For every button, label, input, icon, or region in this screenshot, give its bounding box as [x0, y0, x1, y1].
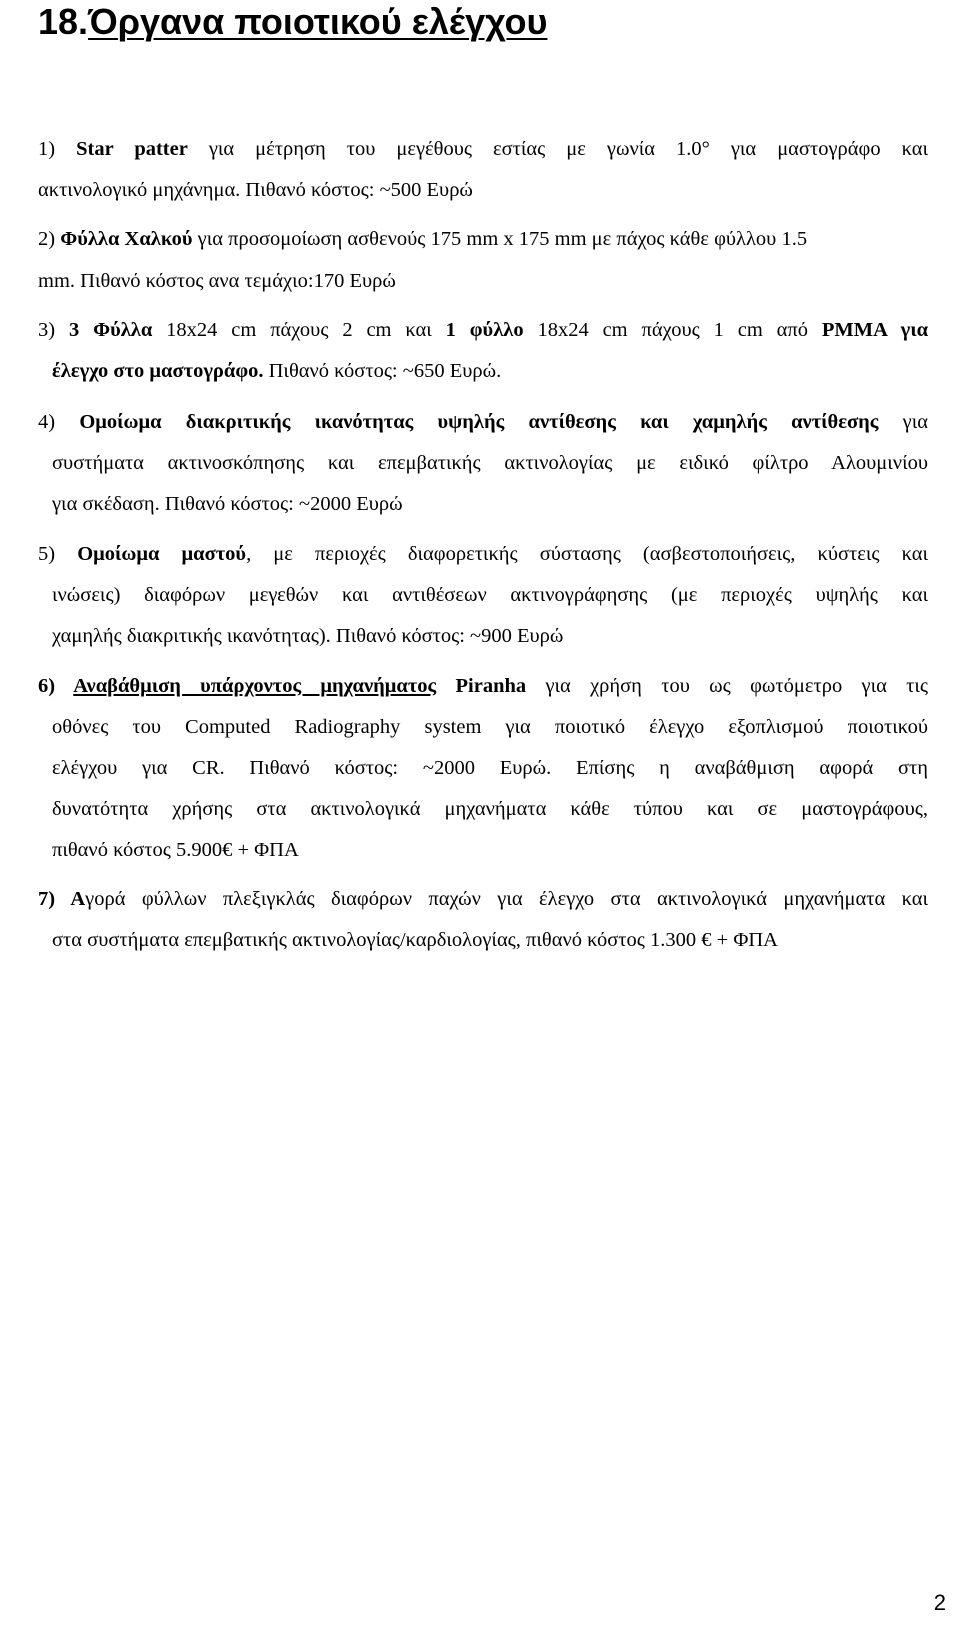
item-3-name-b: 1 φύλλο	[445, 319, 524, 341]
item-4-line-2: συστήματα ακτινοσκόπησης και επεμβατικής ακτινολογίας με ειδικό φίλτρο Αλουμινίου	[52, 452, 928, 474]
item-3-line-1	[38, 317, 928, 343]
item-6-number: 6)	[38, 675, 74, 697]
item-3-line-2	[52, 358, 928, 384]
item-7-line-2: στα συστήματα επεμβατικής ακτινολογίας/καρδιολογίας, πιθανό κόστος 1.300 € + ΦΠΑ	[52, 929, 778, 951]
item-6-line-3: ελέγχου για CR. Πιθανό κόστος: ~2000 Ευρώ. Επίσης η αναβάθμιση αφορά στη	[52, 757, 928, 779]
item-3-purpose: έλεγχο στο μαστογράφο.	[52, 360, 264, 382]
item-5-line-3: χαμηλής διακριτικής ικανότητας). Πιθανό κόστος: ~900 Ευρώ	[52, 625, 564, 647]
item-1-line-1	[38, 136, 928, 162]
item-6-space	[436, 675, 455, 697]
item-2-text: για προσομοίωση ασθενούς 175 mm x 175 mm με πάχος κάθε φύλλου 1.5	[192, 228, 808, 250]
item-4-line-1	[38, 409, 928, 435]
item-2-name: Φύλλα Χαλκού	[60, 228, 193, 250]
item-6-device: Piranha	[455, 675, 527, 697]
item-5-line-1	[38, 541, 928, 567]
item-2-number: 2)	[38, 228, 61, 250]
item-6-line-2: οθόνες του Computed Radiography system για ποιοτικό έλεγχο εξοπλισμού ποιοτικού	[52, 716, 928, 738]
item-2-line-1	[38, 226, 928, 252]
item-7-text: γορά φύλλων πλεξιγκλάς διαφόρων παχών για έλεγχο στα ακτινολογικά μηχανήματα και	[85, 888, 928, 910]
item-4-number: 4)	[38, 411, 80, 433]
degree-sign: °	[701, 138, 710, 160]
item-3-text-a: 18x24 cm πάχους 2 cm και	[152, 319, 446, 341]
item-5-text: , με περιοχές διαφορετικής σύστασης (ασβεστοποιήσεις, κύστεις και	[246, 543, 928, 565]
section-title-text: Όργανα ποιοτικού ελέγχου	[88, 1, 548, 42]
item-7-number: 7) Α	[38, 888, 86, 910]
item-5-name: Ομοίωμα μαστού	[77, 543, 247, 565]
item-6-line-4: δυνατότητα χρήσης στα ακτινολογικά μηχανήματα κάθε τύπου και σε μαστογράφους,	[52, 798, 928, 820]
item-5-number: 5)	[38, 543, 78, 565]
item-1-number: 1)	[38, 138, 77, 160]
item-6-name: Αναβάθμιση υπάρχοντος μηχανήματος	[73, 675, 437, 697]
section-number: 18.	[38, 1, 89, 42]
item-2-line-2: mm. Πιθανό κόστος ανα τεμάχιο:170 Ευρώ	[38, 270, 396, 292]
item-3-material: PMMA για	[821, 319, 929, 341]
item-4-name: Ομοίωμα διακριτικής ικανότητας υψηλής αντίθεσης και χαμηλής αντίθεσης	[79, 411, 879, 433]
item-1-text: για μέτρηση του μεγέθους εστίας με γωνία 1.0	[187, 138, 702, 160]
item-1-text-end: για μαστογράφο και	[709, 138, 928, 160]
item-3-cost: Πιθανό κόστος: ~650 Ευρώ.	[263, 360, 502, 382]
page-number: 2	[933, 1590, 946, 1615]
item-6-line-5: πιθανό κόστος 5.900€ + ΦΠΑ	[52, 839, 299, 861]
item-1-line-2: ακτινολογικό μηχάνημα. Πιθανό κόστος: ~500 Ευρώ	[38, 179, 473, 201]
section-title	[38, 0, 548, 44]
item-3-text-b: 18x24 cm πάχους 1 cm από	[523, 319, 822, 341]
item-5-line-2: ινώσεις) διαφόρων μεγεθών και αντιθέσεων ακτινογράφησης (με περιοχές υψηλής και	[52, 584, 928, 606]
item-4-text: για	[878, 411, 928, 433]
item-4-line-3: για σκέδαση. Πιθανό κόστος: ~2000 Ευρώ	[52, 493, 403, 515]
item-7-line-1	[38, 886, 928, 912]
item-6-text: για χρήση του ως φωτόμετρο για τις	[526, 675, 929, 697]
item-6-line-1	[38, 673, 928, 699]
item-3-name: 3 Φύλλα	[68, 319, 153, 341]
item-3-number: 3)	[38, 319, 69, 341]
item-1-name: Star patter	[76, 138, 188, 160]
